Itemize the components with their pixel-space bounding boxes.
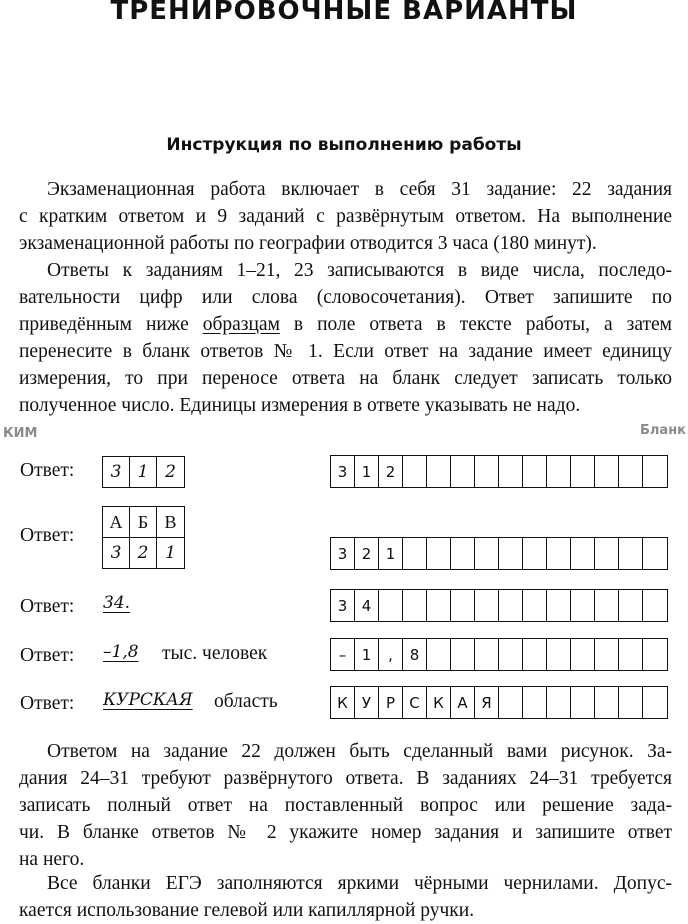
answer-label-1: Ответ: — [20, 460, 75, 481]
blank-cell — [451, 590, 475, 621]
blank-cell — [643, 538, 667, 569]
blank-row-5 — [330, 686, 668, 719]
blank-cell — [547, 538, 571, 569]
blank-cell — [427, 456, 451, 487]
blank-cell — [619, 639, 643, 670]
blank-cell — [547, 687, 571, 718]
blank-row-4 — [330, 638, 668, 671]
text-line: экзаменационной работы по географии отводится 3 часа (180 минут). — [19, 233, 597, 254]
blank-cell: А — [451, 687, 475, 718]
blank-cell: С — [403, 687, 427, 718]
blank-cell — [523, 538, 547, 569]
blank-cell: У — [355, 687, 379, 718]
blank-cell — [619, 590, 643, 621]
answer-unit-5: область — [214, 691, 278, 712]
blank-cell: 1 — [379, 538, 403, 569]
blank-cell — [595, 538, 619, 569]
blank-cell — [499, 590, 523, 621]
samples-link[interactable]: образцам — [202, 314, 280, 335]
kim-cell: 1 — [165, 543, 176, 563]
blank-cell: 3 — [331, 538, 355, 569]
blank-cell — [427, 590, 451, 621]
text-line: измерения, то при переносе ответа на бланк следует записать только — [19, 368, 672, 389]
text-line: Ответом на задание 22 должен быть сделанный вами рисунок. За- — [47, 741, 672, 762]
blank-cell — [619, 456, 643, 487]
blank-cell: 3 — [331, 590, 355, 621]
blank-cell — [595, 456, 619, 487]
blank-cell — [523, 590, 547, 621]
blank-cell — [403, 590, 427, 621]
blank-cell — [643, 456, 667, 487]
blank-cell — [595, 639, 619, 670]
blank-cell — [595, 687, 619, 718]
blank-cell — [427, 538, 451, 569]
kim-cell: 3 — [103, 457, 130, 487]
blank-cell: 1 — [355, 456, 379, 487]
blank-cell — [499, 456, 523, 487]
answer-label-4: Ответ: — [20, 645, 75, 666]
instruction-paragraph-3 — [19, 738, 672, 873]
kim-answer-cells-1 — [102, 456, 185, 488]
blank-row-2 — [330, 537, 668, 570]
blank-cell — [403, 456, 427, 487]
blank-cell — [643, 590, 667, 621]
blank-cell: 4 — [355, 590, 379, 621]
blank-cell: , — [379, 639, 403, 670]
blank-cell — [619, 538, 643, 569]
text-line: вательности цифр или слова (словосочетания). Ответ запишите по — [19, 287, 672, 308]
blank-cell — [523, 456, 547, 487]
blank-cell — [451, 639, 475, 670]
blank-cell — [523, 687, 547, 718]
text-line: Ответы к заданиям 1–21, 23 записываются в виде числа, последо- — [47, 260, 672, 281]
kim-cell: 2 — [130, 538, 157, 568]
blank-cell — [475, 538, 499, 569]
text-line — [19, 311, 672, 338]
blank-cell — [451, 456, 475, 487]
text-line: записать полный ответ на поставленный вопрос или решение зада- — [19, 795, 672, 816]
blank-cell — [475, 590, 499, 621]
blank-cell — [643, 639, 667, 670]
text-line: полученное число. Единицы измерения в ответе указывать не надо. — [19, 395, 581, 416]
kim-header-cell: Б — [130, 507, 157, 537]
blank-row-1 — [330, 455, 668, 488]
blank-cell — [571, 639, 595, 670]
kim-cell: 2 — [165, 462, 176, 482]
blank-cell — [571, 538, 595, 569]
blank-cell: 1 — [355, 639, 379, 670]
blank-cell: К — [331, 687, 355, 718]
blank-cell — [499, 687, 523, 718]
instruction-paragraph-1 — [19, 176, 672, 257]
blank-cell — [451, 538, 475, 569]
blank-cell — [523, 639, 547, 670]
blank-cell: – — [331, 639, 355, 670]
kim-answer-table-2 — [102, 506, 185, 569]
kim-header-cell: А — [103, 507, 130, 537]
blank-cell — [403, 538, 427, 569]
text-line: чи. В бланке ответов № 2 укажите номер задания и запишите ответ — [19, 822, 672, 843]
blank-cell — [595, 590, 619, 621]
blank-cell — [499, 639, 523, 670]
text-line: перенесите в бланк ответов № 1. Если ответ на задание имеет единицу — [19, 341, 672, 362]
text-line: дания 24–31 требуют развёрнутого ответа. В заданиях 24–31 требуется — [19, 768, 672, 789]
text-line: кается использование гелевой или капиллярной ручки. — [19, 900, 475, 921]
blank-cell — [547, 456, 571, 487]
instruction-paragraph-4 — [19, 870, 672, 924]
blank-cell — [571, 590, 595, 621]
blank-cell: 2 — [379, 456, 403, 487]
blank-cell: 3 — [331, 456, 355, 487]
instruction-title: Инструкция по выполнению работы — [166, 135, 522, 155]
blank-cell — [427, 639, 451, 670]
answer-label-3: Ответ: — [20, 596, 75, 617]
blank-cell — [619, 687, 643, 718]
blank-cell — [571, 456, 595, 487]
blank-cell — [475, 456, 499, 487]
blank-cell: 8 — [403, 639, 427, 670]
blank-cell: 2 — [355, 538, 379, 569]
blank-row-3 — [330, 589, 668, 622]
blank-label: Бланк — [640, 423, 687, 438]
text-segment: в поле ответа в тексте работы, а затем — [279, 314, 672, 335]
blank-cell: Р — [379, 687, 403, 718]
blank-cell — [499, 538, 523, 569]
page-heading: ТРЕНИРОВОЧНЫЕ ВАРИАНТЫ — [110, 0, 578, 26]
answer-label-2: Ответ: — [20, 525, 75, 546]
handwritten-answer-5: КУРСКАЯ — [103, 690, 193, 710]
text-line: с кратким ответом и 9 заданий с развёрнутым ответом. На выполнение — [19, 206, 672, 227]
kim-header-cell: В — [164, 511, 177, 532]
text-line: Все бланки ЕГЭ заполняются яркими чёрными чернилами. Допус- — [47, 873, 672, 894]
answer-label-5: Ответ: — [20, 693, 75, 714]
blank-cell — [547, 639, 571, 670]
blank-cell — [571, 687, 595, 718]
blank-cell — [547, 590, 571, 621]
kim-cell: 1 — [130, 457, 157, 487]
blank-cell — [475, 639, 499, 670]
text-line: на него. — [19, 849, 85, 870]
blank-cell — [643, 687, 667, 718]
text-segment: приведённым ниже — [19, 314, 203, 335]
answer-unit-4: тыс. человек — [162, 643, 268, 664]
blank-cell: Я — [475, 687, 499, 718]
blank-cell: К — [427, 687, 451, 718]
handwritten-answer-3: 34. — [103, 593, 131, 613]
blank-cell — [379, 590, 403, 621]
handwritten-answer-4: –1,8 — [103, 642, 139, 662]
text-line: Экзаменационная работа включает в себя 31 задание: 22 задания — [47, 179, 672, 200]
kim-cell: 3 — [103, 538, 130, 568]
instruction-paragraph-2 — [19, 257, 672, 419]
kim-label: КИМ — [3, 426, 38, 441]
